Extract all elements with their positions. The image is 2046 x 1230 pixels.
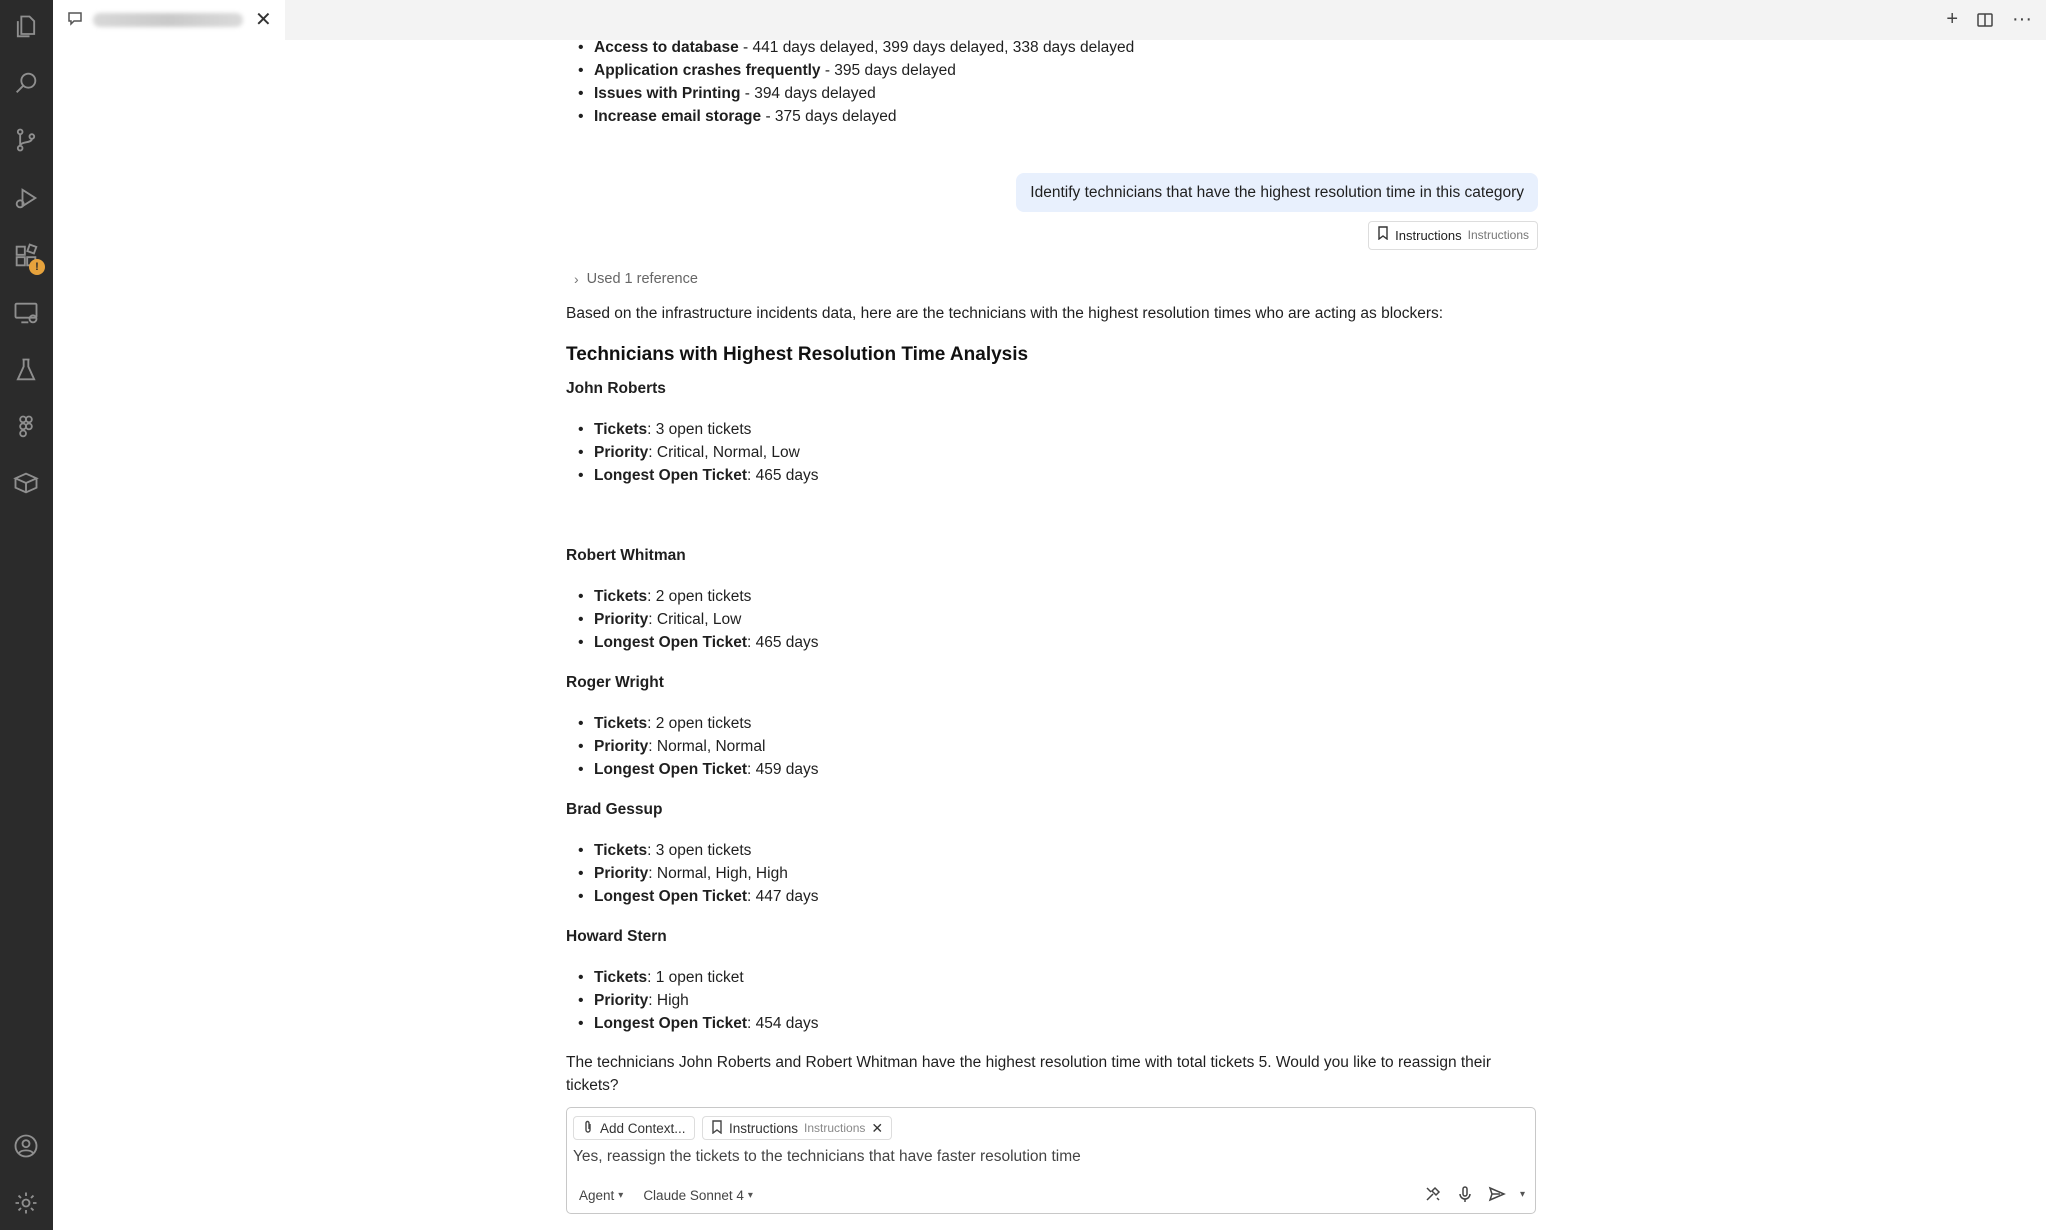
tab-close-icon[interactable]: ✕	[255, 9, 272, 31]
list-item: • Priority: Critical, Low	[594, 608, 1466, 631]
used-references-toggle[interactable]: › Used 1 reference	[574, 268, 698, 291]
list-item: • Tickets: 2 open tickets	[594, 712, 1466, 735]
technician-name: Brad Gessup	[566, 801, 663, 818]
previous-response-list	[566, 36, 1466, 128]
list-item: • Priority: High	[594, 989, 1466, 1012]
input-options	[579, 1188, 753, 1203]
list-item: • Tickets: 3 open tickets	[594, 839, 1466, 862]
list-item: • Longest Open Ticket: 465 days	[594, 464, 1466, 487]
tab-title-blurred	[93, 13, 243, 27]
list-item: • Tickets: 2 open tickets	[594, 585, 1466, 608]
warning-badge-icon: !	[29, 259, 45, 275]
microphone-icon[interactable]	[1456, 1185, 1474, 1203]
paperclip-icon	[582, 1120, 594, 1137]
list-item: • Priority: Normal, Normal	[594, 735, 1466, 758]
chat-input[interactable]	[573, 1148, 1513, 1166]
model-dropdown[interactable]: Claude Sonnet 4 ▾	[643, 1188, 753, 1203]
chat-icon	[67, 10, 83, 31]
add-context-button[interactable]: Add Context...	[573, 1116, 695, 1140]
split-editor-icon[interactable]	[1976, 11, 1994, 29]
tab-bar	[53, 0, 2046, 40]
editor-actions	[1946, 8, 2032, 31]
list-item: • Longest Open Ticket: 459 days	[594, 758, 1466, 781]
technician-details	[566, 839, 1466, 908]
list-item: • Tickets: 3 open tickets	[594, 418, 1466, 441]
list-item: • Tickets: 1 open ticket	[594, 966, 1466, 989]
instructions-chip[interactable]: Instructions Instructions ✕	[702, 1116, 892, 1140]
technician-details	[566, 418, 1466, 487]
list-item: • Longest Open Ticket: 447 days	[594, 885, 1466, 908]
new-chat-icon[interactable]: +	[1946, 8, 1959, 30]
response-conclusion: The technicians John Roberts and Robert Whitman have the highest resolution time with total tickets 5. Would you like to reassign their tickets?	[566, 1054, 1492, 1094]
user-message-bubble: Identify technicians that have the highest resolution time in this category	[1016, 173, 1538, 212]
chat-tab[interactable]	[53, 0, 285, 40]
figma-icon[interactable]	[11, 412, 41, 442]
search-icon[interactable]	[11, 68, 41, 98]
user-message-reference[interactable]: Instructions Instructions	[1368, 221, 1538, 250]
technician-name: Robert Whitman	[566, 547, 686, 564]
send-options-chevron-icon[interactable]: ▾	[1519, 1188, 1525, 1200]
technician-details	[566, 966, 1466, 1035]
package-icon[interactable]	[11, 468, 41, 498]
chevron-down-icon: ▾	[747, 1190, 753, 1201]
chat-input-box	[566, 1107, 1536, 1214]
technician-details	[566, 712, 1466, 781]
list-item: • Issues with Printing - 394 days delayed	[594, 82, 1466, 105]
testing-icon[interactable]	[11, 355, 41, 385]
technician-name: John Roberts	[566, 380, 666, 397]
settings-gear-icon[interactable]	[11, 1188, 41, 1218]
explorer-icon[interactable]	[11, 12, 41, 42]
run-debug-icon[interactable]	[11, 183, 41, 213]
technician-name: Roger Wright	[566, 674, 664, 691]
extensions-icon[interactable]	[11, 241, 41, 271]
bookmark-icon	[711, 1120, 723, 1137]
chevron-right-icon: ›	[574, 271, 579, 287]
list-item: • Increase email storage - 375 days delayed	[594, 105, 1466, 128]
send-icon[interactable]	[1488, 1185, 1506, 1203]
source-control-icon[interactable]	[11, 125, 41, 155]
mode-dropdown[interactable]: Agent ▾	[579, 1188, 624, 1203]
technician-name: Howard Stern	[566, 928, 667, 945]
list-item: • Priority: Critical, Normal, Low	[594, 441, 1466, 464]
remove-chip-icon[interactable]: ✕	[871, 1119, 884, 1136]
list-item: • Longest Open Ticket: 454 days	[594, 1012, 1466, 1035]
bookmark-icon	[1377, 224, 1389, 247]
list-item: • Access to database - 441 days delayed, 399 days delayed, 338 days delayed	[594, 36, 1466, 59]
response-heading: Technicians with Highest Resolution Time Analysis	[566, 344, 1029, 365]
more-actions-icon[interactable]: ···	[2012, 8, 2032, 30]
technician-details	[566, 585, 1466, 654]
response-intro: Based on the infrastructure incidents data, here are the technicians with the highest resolution times who are acting as blockers:	[566, 305, 1444, 322]
list-item: • Longest Open Ticket: 465 days	[594, 631, 1466, 654]
account-icon[interactable]	[11, 1131, 41, 1161]
list-item: • Application crashes frequently - 395 days delayed	[594, 59, 1466, 82]
activity-bar	[0, 0, 53, 1230]
remote-explorer-icon[interactable]	[11, 298, 41, 328]
input-actions	[1424, 1185, 1525, 1203]
list-item: • Priority: Normal, High, High	[594, 862, 1466, 885]
chevron-down-icon: ▾	[618, 1190, 624, 1201]
tools-icon[interactable]	[1424, 1185, 1442, 1203]
